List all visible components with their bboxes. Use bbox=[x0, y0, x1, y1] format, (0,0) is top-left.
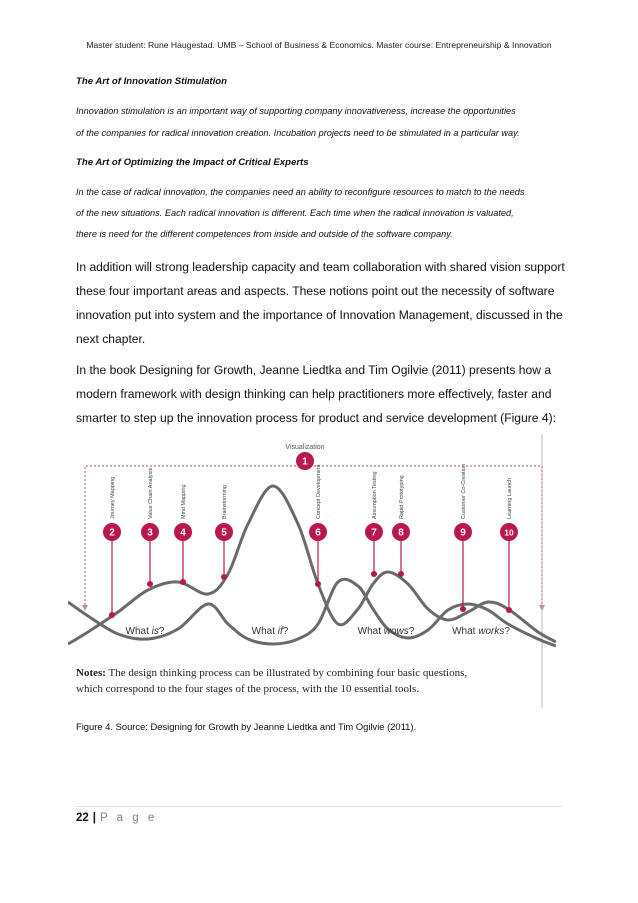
tool-label: Mind Mapping bbox=[181, 484, 187, 519]
tool-number-9: 9 bbox=[460, 527, 466, 539]
tool-anchor-dot bbox=[109, 612, 115, 618]
tool-anchor-dot bbox=[460, 606, 466, 612]
paragraph1-line: innovation put into system and the importance of Innovation Management, discussed in the bbox=[76, 308, 563, 322]
section1-line: of the companies for radical innovation creation. Incubation projects need to be stimulated in a particular way. bbox=[76, 128, 520, 138]
tool-number-3: 3 bbox=[147, 527, 153, 539]
figure-caption: Figure 4. Source: Designing for Growth by Jeanne Liedtka and Tim Ogilvie (2011). bbox=[76, 721, 417, 732]
paragraph2-line: modern framework with design thinking can help practitioners more effectively, faster and bbox=[76, 387, 552, 401]
tool-number-2: 2 bbox=[109, 527, 115, 539]
tool-label: Assumption Testing bbox=[372, 471, 378, 519]
tool-anchor-dot bbox=[371, 571, 377, 577]
tool-label: Value Chain Analysis bbox=[148, 467, 154, 519]
design-thinking-figure bbox=[68, 434, 556, 708]
tool-number-1: 1 bbox=[302, 456, 308, 468]
page-footer bbox=[76, 812, 157, 824]
section2-line: of the new situations. Each radical innovation is different. Each time when the radical innovation is valuated, bbox=[76, 208, 514, 218]
tool-number-8: 8 bbox=[398, 527, 404, 539]
tool-anchor-dot bbox=[506, 607, 512, 613]
tool-label: Customer Co-Creation bbox=[461, 463, 467, 519]
tool-anchor-dot bbox=[180, 579, 186, 585]
paragraph2-line: smarter to step up the innovation process for product and service development (Figure 4): bbox=[76, 411, 556, 425]
page-word: P a g e bbox=[100, 812, 158, 824]
tool-label: Rapid Prototyping bbox=[399, 475, 405, 519]
figure-notes-line2: which correspond to the four stages of the process, with the 10 essential tools. bbox=[76, 683, 420, 695]
tool-label: Learning Launch bbox=[507, 478, 513, 519]
visualization-label: Visualization bbox=[285, 444, 325, 451]
tool-anchor-dot bbox=[147, 581, 153, 587]
section2-line: In the case of radical innovation, the companies need an ability to reconfigure resources to match to the needs bbox=[76, 187, 525, 197]
design-thinking-diagram bbox=[68, 434, 556, 708]
page-header: Master student: Rune Haugestad. UMB – School of Business & Economics. Master course: Entrepreneurship & Innovation bbox=[86, 40, 552, 50]
page-number: 22 bbox=[76, 812, 89, 824]
footer-separator: | bbox=[92, 812, 97, 824]
section1-line: Innovation stimulation is an important way of supporting company innovativeness, increase the opportunities bbox=[76, 106, 516, 116]
section2-line: there is need for the different competences from inside and outside of the software company. bbox=[76, 229, 453, 239]
stage-what-if: What if? bbox=[251, 626, 289, 637]
stage-what-wows: What wows? bbox=[357, 626, 415, 637]
tool-number-10: 10 bbox=[504, 527, 514, 538]
paragraph1-line: next chapter. bbox=[76, 332, 146, 346]
stage-what-is: What is? bbox=[125, 626, 165, 637]
footer-divider bbox=[76, 806, 562, 807]
stage-what-works: What works? bbox=[452, 626, 510, 637]
section-title-critical-experts: The Art of Optimizing the Impact of Critical Experts bbox=[76, 157, 309, 168]
tool-label: Concept Development bbox=[316, 464, 322, 519]
tool-label: Journey Mapping bbox=[110, 476, 116, 519]
tool-anchor-dot bbox=[315, 581, 321, 587]
paragraph1-line: In addition will strong leadership capacity and team collaboration with shared vision support bbox=[76, 260, 565, 274]
tool-anchor-dot bbox=[398, 571, 404, 577]
paragraph2-line: In the book Designing for Growth, Jeanne Liedtka and Tim Ogilvie (2011) presents how a bbox=[76, 363, 552, 377]
tool-number-5: 5 bbox=[221, 527, 227, 539]
tool-anchor-dot bbox=[221, 574, 227, 580]
tool-number-7: 7 bbox=[371, 527, 377, 539]
tool-label: Brainstorming bbox=[222, 485, 228, 519]
figure-notes-line1: Notes: The design thinking process can be illustrated by combining four basic questions, bbox=[76, 667, 468, 679]
paragraph1-line: these four important areas and aspects. These notions point out the necessity of software bbox=[76, 284, 555, 298]
section-title-innovation-stimulation: The Art of Innovation Stimulation bbox=[76, 76, 228, 87]
tool-number-4: 4 bbox=[180, 527, 186, 539]
tool-number-6: 6 bbox=[315, 527, 321, 539]
